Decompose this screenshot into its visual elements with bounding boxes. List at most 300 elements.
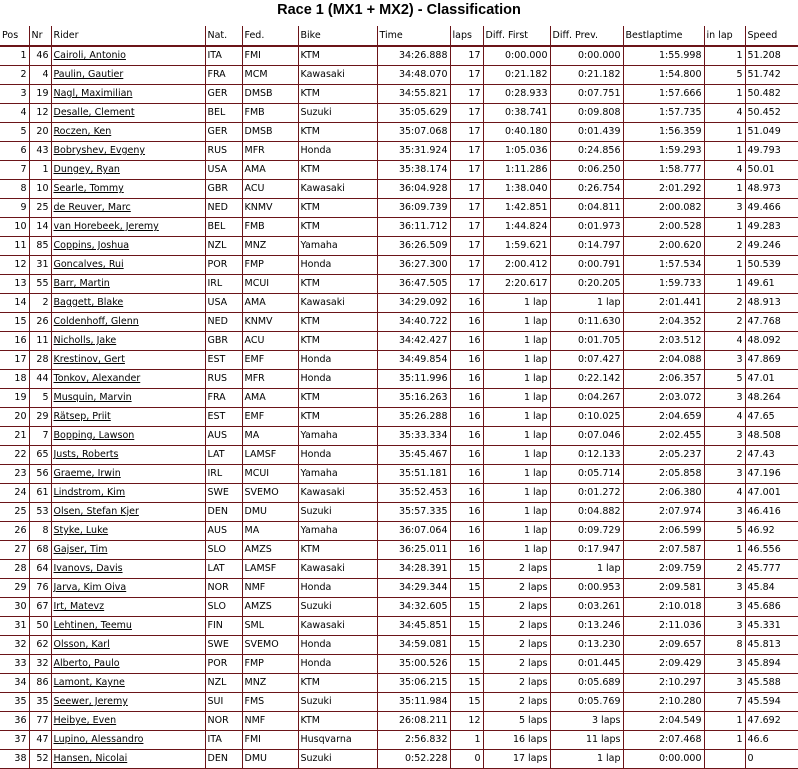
cell-laps: 15 [450, 617, 483, 636]
cell-diff-first: 1 lap [483, 465, 550, 484]
cell-rider[interactable]: Rätsep, Priit [51, 408, 205, 427]
cell-diff-prev: 0:07.427 [550, 351, 623, 370]
cell-speed: 45.84 [745, 579, 798, 598]
cell-bestlaptime: 2:10.297 [623, 674, 704, 693]
cell-bike: KTM [298, 161, 377, 180]
cell-rider[interactable]: Justs, Roberts [51, 446, 205, 465]
column-header-fed: Fed. [242, 26, 298, 46]
table-row [0, 446, 798, 465]
cell-speed: 47.692 [745, 712, 798, 731]
cell-bike: KTM [298, 313, 377, 332]
cell-time: 34:40.722 [377, 313, 450, 332]
cell-nat: NED [205, 199, 242, 218]
cell-diff-first: 1:05.036 [483, 142, 550, 161]
cell-pos: 23 [0, 465, 29, 484]
cell-diff-prev: 0:07.751 [550, 85, 623, 104]
cell-laps: 16 [450, 446, 483, 465]
cell-time: 35:05.629 [377, 104, 450, 123]
cell-diff-first: 1 lap [483, 332, 550, 351]
cell-bestlaptime: 2:01.292 [623, 180, 704, 199]
cell-rider[interactable]: Lehtinen, Teemu [51, 617, 205, 636]
cell-diff-first: 2 laps [483, 579, 550, 598]
table-row [0, 66, 798, 85]
cell-nr: 1 [29, 161, 51, 180]
cell-nat: AUS [205, 522, 242, 541]
cell-rider[interactable]: Dungey, Ryan [51, 161, 205, 180]
cell-diff-first: 2 laps [483, 693, 550, 712]
cell-nr: 56 [29, 465, 51, 484]
cell-bike: KTM [298, 712, 377, 731]
cell-speed: 50.01 [745, 161, 798, 180]
cell-speed: 51.742 [745, 66, 798, 85]
cell-nr: 64 [29, 560, 51, 579]
cell-in-lap: 1 [704, 85, 745, 104]
cell-fed: DMSB [242, 85, 298, 104]
cell-bike: Suzuki [298, 693, 377, 712]
cell-diff-prev: 1 lap [550, 294, 623, 313]
cell-rider[interactable]: Krestinov, Gert [51, 351, 205, 370]
cell-rider[interactable]: Seewer, Jeremy [51, 693, 205, 712]
cell-rider[interactable]: Barr, Martin [51, 275, 205, 294]
cell-speed: 47.001 [745, 484, 798, 503]
cell-bestlaptime: 1:59.733 [623, 275, 704, 294]
cell-diff-first: 2 laps [483, 617, 550, 636]
cell-bestlaptime: 2:09.429 [623, 655, 704, 674]
cell-time: 35:31.924 [377, 142, 450, 161]
cell-diff-prev: 0:10.025 [550, 408, 623, 427]
cell-speed: 48.973 [745, 180, 798, 199]
cell-diff-prev: 0:22.142 [550, 370, 623, 389]
cell-speed: 49.793 [745, 142, 798, 161]
cell-nat: GBR [205, 332, 242, 351]
table-row [0, 123, 798, 142]
cell-rider[interactable]: Lindstrom, Kim [51, 484, 205, 503]
cell-bike: Suzuki [298, 750, 377, 769]
cell-diff-prev: 0:12.133 [550, 446, 623, 465]
cell-nr: 4 [29, 66, 51, 85]
cell-rider[interactable]: Bobryshev, Evgeny [51, 142, 205, 161]
cell-rider[interactable]: Searle, Tommy [51, 180, 205, 199]
cell-laps: 12 [450, 712, 483, 731]
page-title: Race 1 (MX1 + MX2) - Classification [277, 2, 521, 18]
cell-time: 34:29.344 [377, 579, 450, 598]
cell-pos: 36 [0, 712, 29, 731]
cell-speed: 46.556 [745, 541, 798, 560]
cell-laps: 17 [450, 142, 483, 161]
cell-diff-prev: 0:13.246 [550, 617, 623, 636]
cell-laps: 16 [450, 427, 483, 446]
cell-time: 34:32.605 [377, 598, 450, 617]
table-row [0, 750, 798, 769]
cell-rider[interactable]: Tonkov, Alexander [51, 370, 205, 389]
cell-rider[interactable]: Olsson, Karl [51, 636, 205, 655]
cell-laps: 16 [450, 465, 483, 484]
cell-rider[interactable]: Paulin, Gautier [51, 66, 205, 85]
cell-in-lap: 2 [704, 446, 745, 465]
cell-bike: KTM [298, 275, 377, 294]
cell-bestlaptime: 2:05.237 [623, 446, 704, 465]
cell-laps: 17 [450, 46, 483, 66]
cell-bike: Honda [298, 370, 377, 389]
cell-laps: 16 [450, 484, 483, 503]
cell-rider[interactable]: Irt, Matevz [51, 598, 205, 617]
column-header-laps: laps [450, 26, 483, 46]
cell-pos: 16 [0, 332, 29, 351]
cell-speed: 47.768 [745, 313, 798, 332]
cell-pos: 19 [0, 389, 29, 408]
cell-bestlaptime: 2:06.599 [623, 522, 704, 541]
cell-rider[interactable]: Musquin, Marvin [51, 389, 205, 408]
cell-fed: ACU [242, 332, 298, 351]
table-row [0, 104, 798, 123]
cell-in-lap: 4 [704, 161, 745, 180]
cell-diff-prev: 0:05.689 [550, 674, 623, 693]
cell-diff-prev: 0:04.267 [550, 389, 623, 408]
cell-nr: 20 [29, 123, 51, 142]
table-row [0, 427, 798, 446]
cell-in-lap: 3 [704, 389, 745, 408]
cell-rider[interactable]: Cairoli, Antonio [51, 46, 205, 66]
cell-rider[interactable]: Graeme, Irwin [51, 465, 205, 484]
cell-nat: LAT [205, 560, 242, 579]
cell-laps: 17 [450, 199, 483, 218]
cell-nat: NZL [205, 237, 242, 256]
cell-pos: 15 [0, 313, 29, 332]
cell-time: 36:07.064 [377, 522, 450, 541]
cell-laps: 17 [450, 66, 483, 85]
cell-bestlaptime: 0:00.000 [623, 750, 704, 769]
cell-in-lap: 3 [704, 674, 745, 693]
cell-speed: 49.283 [745, 218, 798, 237]
cell-speed: 51.208 [745, 46, 798, 66]
cell-speed: 46.92 [745, 522, 798, 541]
cell-pos: 7 [0, 161, 29, 180]
cell-bestlaptime: 2:04.352 [623, 313, 704, 332]
cell-time: 35:00.526 [377, 655, 450, 674]
cell-in-lap: 5 [704, 522, 745, 541]
cell-laps: 16 [450, 294, 483, 313]
cell-speed: 0 [745, 750, 798, 769]
cell-nat: IRL [205, 465, 242, 484]
cell-nat: USA [205, 161, 242, 180]
cell-pos: 22 [0, 446, 29, 465]
cell-diff-first: 2 laps [483, 674, 550, 693]
cell-rider[interactable]: Coppins, Joshua [51, 237, 205, 256]
cell-time: 35:26.288 [377, 408, 450, 427]
cell-diff-first: 5 laps [483, 712, 550, 731]
table-row [0, 237, 798, 256]
cell-bestlaptime: 2:02.455 [623, 427, 704, 446]
cell-bike: KTM [298, 674, 377, 693]
cell-bike: KTM [298, 46, 377, 66]
cell-bike: Honda [298, 351, 377, 370]
cell-nr: 85 [29, 237, 51, 256]
cell-fed: KNMV [242, 313, 298, 332]
cell-rider[interactable]: Coldenhoff, Glenn [51, 313, 205, 332]
cell-speed: 50.482 [745, 85, 798, 104]
cell-laps: 17 [450, 218, 483, 237]
cell-bestlaptime: 2:07.468 [623, 731, 704, 750]
cell-fed: AMA [242, 294, 298, 313]
cell-diff-prev: 0:20.205 [550, 275, 623, 294]
cell-nat: EST [205, 351, 242, 370]
table-row [0, 484, 798, 503]
cell-rider[interactable]: Nagl, Maximilian [51, 85, 205, 104]
cell-bestlaptime: 2:06.357 [623, 370, 704, 389]
cell-fed: DMU [242, 503, 298, 522]
cell-diff-prev: 0:00.000 [550, 46, 623, 66]
cell-in-lap: 1 [704, 46, 745, 66]
cell-speed: 45.594 [745, 693, 798, 712]
cell-bestlaptime: 1:55.998 [623, 46, 704, 66]
cell-pos: 32 [0, 636, 29, 655]
cell-in-lap: 3 [704, 427, 745, 446]
cell-diff-first: 1 lap [483, 541, 550, 560]
cell-in-lap: 1 [704, 275, 745, 294]
cell-rider[interactable]: Heibye, Even [51, 712, 205, 731]
cell-rider[interactable]: Styke, Luke [51, 522, 205, 541]
cell-bike: Yamaha [298, 522, 377, 541]
cell-laps: 17 [450, 275, 483, 294]
table-row [0, 275, 798, 294]
cell-diff-first: 1:11.286 [483, 161, 550, 180]
cell-in-lap: 7 [704, 693, 745, 712]
cell-time: 35:33.334 [377, 427, 450, 446]
cell-rider[interactable]: Lupino, Alessandro [51, 731, 205, 750]
cell-laps: 16 [450, 351, 483, 370]
cell-diff-first: 0:28.933 [483, 85, 550, 104]
table-row [0, 370, 798, 389]
cell-time: 34:26.888 [377, 46, 450, 66]
cell-nat: NED [205, 313, 242, 332]
cell-pos: 26 [0, 522, 29, 541]
cell-in-lap: 3 [704, 351, 745, 370]
cell-nr: 68 [29, 541, 51, 560]
cell-bestlaptime: 2:01.441 [623, 294, 704, 313]
cell-bestlaptime: 2:00.528 [623, 218, 704, 237]
cell-diff-prev: 0:07.046 [550, 427, 623, 446]
cell-bestlaptime: 1:59.293 [623, 142, 704, 161]
cell-nat: GBR [205, 180, 242, 199]
cell-pos: 1 [0, 46, 29, 66]
cell-bestlaptime: 2:05.858 [623, 465, 704, 484]
cell-bike: Honda [298, 446, 377, 465]
cell-fed: EMF [242, 351, 298, 370]
cell-bestlaptime: 1:57.666 [623, 85, 704, 104]
cell-time: 35:57.335 [377, 503, 450, 522]
table-body [0, 46, 798, 769]
cell-nr: 31 [29, 256, 51, 275]
cell-time: 35:38.174 [377, 161, 450, 180]
cell-rider[interactable]: Bopping, Lawson [51, 427, 205, 446]
cell-fed: MCUI [242, 275, 298, 294]
cell-nat: POR [205, 256, 242, 275]
table-row [0, 560, 798, 579]
cell-speed: 47.65 [745, 408, 798, 427]
cell-diff-first: 2:20.617 [483, 275, 550, 294]
cell-bestlaptime: 2:09.759 [623, 560, 704, 579]
classification-table [0, 26, 798, 769]
cell-nr: 11 [29, 332, 51, 351]
table-row [0, 142, 798, 161]
cell-speed: 45.686 [745, 598, 798, 617]
column-header-time: Time [377, 26, 450, 46]
cell-diff-prev: 1 lap [550, 750, 623, 769]
cell-in-lap: 5 [704, 66, 745, 85]
cell-speed: 46.6 [745, 731, 798, 750]
cell-nr: 2 [29, 294, 51, 313]
cell-nat: RUS [205, 142, 242, 161]
cell-bestlaptime: 2:03.072 [623, 389, 704, 408]
cell-rider[interactable]: van Horebeek, Jeremy [51, 218, 205, 237]
cell-rider[interactable]: Nicholls, Jake [51, 332, 205, 351]
cell-time: 34:48.070 [377, 66, 450, 85]
cell-nat: FIN [205, 617, 242, 636]
cell-nr: 8 [29, 522, 51, 541]
cell-rider[interactable]: Jarva, Kim Oiva [51, 579, 205, 598]
cell-diff-first: 1 lap [483, 522, 550, 541]
cell-diff-first: 2:00.412 [483, 256, 550, 275]
cell-bestlaptime: 2:07.974 [623, 503, 704, 522]
cell-nat: RUS [205, 370, 242, 389]
cell-laps: 17 [450, 161, 483, 180]
cell-fed: FMB [242, 218, 298, 237]
cell-laps: 15 [450, 598, 483, 617]
cell-diff-first: 2 laps [483, 636, 550, 655]
cell-diff-prev: 0:06.250 [550, 161, 623, 180]
cell-bike: Kawasaki [298, 180, 377, 199]
cell-fed: LAMSF [242, 446, 298, 465]
cell-bestlaptime: 1:57.735 [623, 104, 704, 123]
cell-diff-first: 1 lap [483, 427, 550, 446]
cell-diff-prev: 0:01.973 [550, 218, 623, 237]
cell-diff-first: 2 laps [483, 560, 550, 579]
cell-bestlaptime: 2:07.587 [623, 541, 704, 560]
cell-fed: MFR [242, 142, 298, 161]
cell-diff-first: 17 laps [483, 750, 550, 769]
cell-speed: 45.331 [745, 617, 798, 636]
cell-speed: 47.196 [745, 465, 798, 484]
cell-speed: 48.508 [745, 427, 798, 446]
cell-fed: KNMV [242, 199, 298, 218]
cell-speed: 51.049 [745, 123, 798, 142]
cell-nat: IRL [205, 275, 242, 294]
cell-bike: KTM [298, 332, 377, 351]
cell-rider[interactable]: Baggett, Blake [51, 294, 205, 313]
cell-rider[interactable]: Goncalves, Rui [51, 256, 205, 275]
cell-fed: MCM [242, 66, 298, 85]
cell-bestlaptime: 1:54.800 [623, 66, 704, 85]
cell-diff-prev: 0:00.953 [550, 579, 623, 598]
cell-time: 35:11.984 [377, 693, 450, 712]
cell-diff-prev: 0:21.182 [550, 66, 623, 85]
cell-pos: 30 [0, 598, 29, 617]
cell-time: 36:47.505 [377, 275, 450, 294]
cell-speed: 46.416 [745, 503, 798, 522]
cell-time: 34:29.092 [377, 294, 450, 313]
cell-bestlaptime: 2:04.088 [623, 351, 704, 370]
cell-time: 35:16.263 [377, 389, 450, 408]
cell-time: 34:45.851 [377, 617, 450, 636]
cell-diff-prev: 0:01.272 [550, 484, 623, 503]
cell-bike: Husqvarna [298, 731, 377, 750]
cell-rider[interactable]: Gajser, Tim [51, 541, 205, 560]
cell-in-lap: 1 [704, 218, 745, 237]
cell-bestlaptime: 2:00.620 [623, 237, 704, 256]
cell-pos: 33 [0, 655, 29, 674]
cell-bestlaptime: 2:03.512 [623, 332, 704, 351]
cell-diff-prev: 0:03.261 [550, 598, 623, 617]
cell-laps: 0 [450, 750, 483, 769]
cell-fed: MNZ [242, 674, 298, 693]
cell-nat: POR [205, 655, 242, 674]
cell-nr: 77 [29, 712, 51, 731]
cell-fed: FMI [242, 46, 298, 66]
cell-diff-first: 0:40.180 [483, 123, 550, 142]
cell-laps: 17 [450, 85, 483, 104]
cell-time: 0:52.228 [377, 750, 450, 769]
cell-diff-prev: 0:09.808 [550, 104, 623, 123]
cell-laps: 16 [450, 503, 483, 522]
cell-rider[interactable]: de Reuver, Marc [51, 199, 205, 218]
cell-fed: SVEMO [242, 484, 298, 503]
cell-pos: 9 [0, 199, 29, 218]
cell-nat: BEL [205, 104, 242, 123]
cell-in-lap: 1 [704, 180, 745, 199]
cell-laps: 17 [450, 237, 483, 256]
cell-time: 36:26.509 [377, 237, 450, 256]
cell-bike: Kawasaki [298, 484, 377, 503]
cell-diff-prev: 1 lap [550, 560, 623, 579]
cell-nr: 26 [29, 313, 51, 332]
cell-rider[interactable]: Lamont, Kayne [51, 674, 205, 693]
cell-in-lap: 1 [704, 256, 745, 275]
cell-laps: 16 [450, 541, 483, 560]
cell-rider[interactable]: Hansen, Nicolai [51, 750, 205, 769]
table-row [0, 199, 798, 218]
cell-bike: Honda [298, 142, 377, 161]
cell-fed: FMP [242, 655, 298, 674]
cell-speed: 49.61 [745, 275, 798, 294]
cell-pos: 24 [0, 484, 29, 503]
cell-nr: 50 [29, 617, 51, 636]
column-header-diff-first: Diff. First [483, 26, 550, 46]
cell-time: 36:04.928 [377, 180, 450, 199]
cell-rider[interactable]: Ivanovs, Davis [51, 560, 205, 579]
cell-nat: FRA [205, 389, 242, 408]
cell-speed: 45.894 [745, 655, 798, 674]
cell-rider[interactable]: Alberto, Paulo [51, 655, 205, 674]
cell-rider[interactable]: Olsen, Stefan Kjer [51, 503, 205, 522]
cell-diff-first: 1 lap [483, 484, 550, 503]
cell-nat: SUI [205, 693, 242, 712]
cell-pos: 12 [0, 256, 29, 275]
cell-rider[interactable]: Roczen, Ken [51, 123, 205, 142]
cell-time: 36:11.712 [377, 218, 450, 237]
cell-bike: Honda [298, 579, 377, 598]
cell-bestlaptime: 1:57.534 [623, 256, 704, 275]
cell-diff-prev: 3 laps [550, 712, 623, 731]
table-row [0, 465, 798, 484]
cell-bestlaptime: 2:04.659 [623, 408, 704, 427]
cell-rider[interactable]: Desalle, Clement [51, 104, 205, 123]
cell-pos: 18 [0, 370, 29, 389]
cell-nr: 86 [29, 674, 51, 693]
cell-diff-prev: 0:01.705 [550, 332, 623, 351]
cell-time: 34:59.081 [377, 636, 450, 655]
cell-time: 34:55.821 [377, 85, 450, 104]
cell-bike: Suzuki [298, 598, 377, 617]
